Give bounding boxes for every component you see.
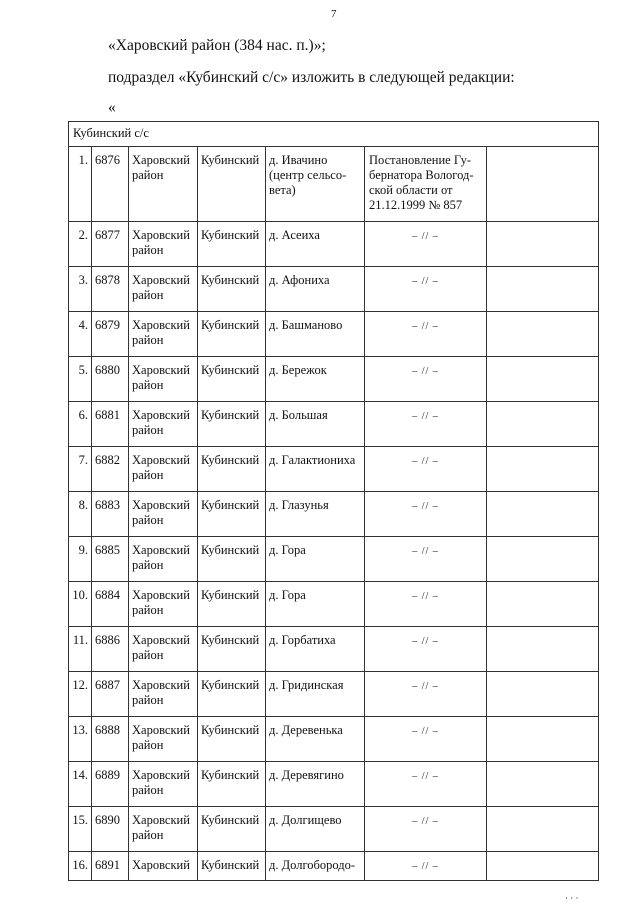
notes-cell [487, 852, 599, 881]
council-name: Кубинский [198, 537, 266, 582]
page-corner-mark: · · · [565, 893, 579, 903]
table-row [69, 582, 599, 627]
legal-basis [365, 762, 487, 807]
section-title: Кубинский с/с [69, 122, 599, 147]
settlement-name: д. Горбатиха [266, 627, 365, 672]
row-number: 12. [69, 672, 92, 717]
district-name: Харовский район [129, 762, 198, 807]
table-row [69, 672, 599, 717]
district-name: Харовский район [129, 402, 198, 447]
row-number: 4. [69, 312, 92, 357]
notes-cell [487, 402, 599, 447]
legal-basis [365, 717, 487, 762]
notes-cell [487, 267, 599, 312]
row-number: 10. [69, 582, 92, 627]
row-number: 8. [69, 492, 92, 537]
legal-basis [365, 402, 487, 447]
settlement-name: д. Башманово [266, 312, 365, 357]
legal-basis [365, 492, 487, 537]
council-name: Кубинский [198, 357, 266, 402]
row-number: 6. [69, 402, 92, 447]
ditto-mark: – // – [412, 231, 439, 242]
table-row [69, 147, 599, 222]
table-row [69, 807, 599, 852]
district-name: Харовский район [129, 582, 198, 627]
settlement-code: 6886 [92, 627, 129, 672]
legal-basis [365, 627, 487, 672]
council-name: Кубинский [198, 762, 266, 807]
ditto-mark: – // – [412, 456, 439, 467]
settlement-code: 6878 [92, 267, 129, 312]
notes-cell [487, 762, 599, 807]
settlement-code: 6890 [92, 807, 129, 852]
settlement-name: д. Долгищево [266, 807, 365, 852]
table-row [69, 627, 599, 672]
district-name: Харовский район [129, 537, 198, 582]
settlement-code: 6881 [92, 402, 129, 447]
row-number: 3. [69, 267, 92, 312]
ditto-mark: – // – [412, 636, 439, 647]
ditto-mark: – // – [412, 411, 439, 422]
district-name: Харовский район [129, 312, 198, 357]
row-number: 9. [69, 537, 92, 582]
legal-basis [365, 537, 487, 582]
settlement-name: д. Глазунья [266, 492, 365, 537]
table-row [69, 357, 599, 402]
settlement-name: д. Галактиониха [266, 447, 365, 492]
notes-cell [487, 672, 599, 717]
district-name: Харовский район [129, 357, 198, 402]
settlement-code: 6879 [92, 312, 129, 357]
council-name: Кубинский [198, 852, 266, 881]
district-name: Харовский район [129, 447, 198, 492]
council-name: Кубинский [198, 627, 266, 672]
table-row [69, 537, 599, 582]
notes-cell [487, 492, 599, 537]
table-row [69, 447, 599, 492]
notes-cell [487, 147, 599, 222]
settlement-code: 6876 [92, 147, 129, 222]
settlement-code: 6884 [92, 582, 129, 627]
district-name: Харовский район [129, 807, 198, 852]
opening-quote: « [108, 99, 116, 116]
ditto-mark: – // – [412, 591, 439, 602]
district-heading-line: «Харовский район (384 нас. п.)»; [108, 37, 326, 54]
council-name: Кубинский [198, 312, 266, 357]
settlements-table [68, 121, 599, 881]
settlement-name: д. Деревенька [266, 717, 365, 762]
ditto-mark: – // – [412, 816, 439, 827]
settlement-name: д. Асеиха [266, 222, 365, 267]
notes-cell [487, 582, 599, 627]
table-row [69, 852, 599, 881]
row-number: 11. [69, 627, 92, 672]
district-name: Харовский район [129, 717, 198, 762]
council-name: Кубинский [198, 147, 266, 222]
page-number: 7 [331, 8, 337, 20]
settlement-code: 6882 [92, 447, 129, 492]
council-name: Кубинский [198, 807, 266, 852]
ditto-mark: – // – [412, 546, 439, 557]
council-name: Кубинский [198, 582, 266, 627]
ditto-mark: – // – [412, 366, 439, 377]
settlement-code: 6889 [92, 762, 129, 807]
settlement-name: д. Гридинская [266, 672, 365, 717]
ditto-mark: – // – [412, 681, 439, 692]
settlement-code: 6888 [92, 717, 129, 762]
settlement-name: д. Деревягино [266, 762, 365, 807]
district-name: Харовский район [129, 267, 198, 312]
notes-cell [487, 357, 599, 402]
council-name: Кубинский [198, 222, 266, 267]
legal-basis [365, 852, 487, 881]
notes-cell [487, 717, 599, 762]
settlement-name: д. Ивачино (центр сельсо-вета) [266, 147, 365, 222]
district-name: Харовский район [129, 492, 198, 537]
settlement-code: 6891 [92, 852, 129, 881]
row-number: 15. [69, 807, 92, 852]
row-number: 16. [69, 852, 92, 881]
ditto-mark: – // – [412, 276, 439, 287]
district-name: Харовский район [129, 672, 198, 717]
notes-cell [487, 807, 599, 852]
section-header-row [69, 122, 599, 147]
settlement-name: д. Афониха [266, 267, 365, 312]
notes-cell [487, 222, 599, 267]
table-row [69, 762, 599, 807]
district-name: Харовский район [129, 627, 198, 672]
settlement-name: д. Гора [266, 582, 365, 627]
legal-basis [365, 267, 487, 312]
notes-cell [487, 447, 599, 492]
legal-basis [365, 357, 487, 402]
table-row [69, 492, 599, 537]
row-number: 2. [69, 222, 92, 267]
council-name: Кубинский [198, 267, 266, 312]
ditto-mark: – // – [412, 861, 439, 872]
settlement-code: 6883 [92, 492, 129, 537]
settlement-code: 6885 [92, 537, 129, 582]
settlement-name: д. Гора [266, 537, 365, 582]
ditto-mark: – // – [412, 501, 439, 512]
table-row [69, 402, 599, 447]
legal-basis [365, 222, 487, 267]
council-name: Кубинский [198, 717, 266, 762]
legal-basis [365, 672, 487, 717]
notes-cell [487, 627, 599, 672]
ditto-mark: – // – [412, 726, 439, 737]
ditto-mark: – // – [412, 321, 439, 332]
row-number: 13. [69, 717, 92, 762]
council-name: Кубинский [198, 672, 266, 717]
council-name: Кубинский [198, 402, 266, 447]
council-name: Кубинский [198, 492, 266, 537]
table-row [69, 267, 599, 312]
row-number: 5. [69, 357, 92, 402]
settlement-name: д. Бережок [266, 357, 365, 402]
table-row [69, 312, 599, 357]
district-name: Харовский [129, 852, 198, 881]
district-name: Харовский район [129, 147, 198, 222]
council-name: Кубинский [198, 447, 266, 492]
row-number: 14. [69, 762, 92, 807]
row-number: 1. [69, 147, 92, 222]
district-name: Харовский район [129, 222, 198, 267]
notes-cell [487, 312, 599, 357]
table-row [69, 717, 599, 762]
row-number: 7. [69, 447, 92, 492]
settlement-code: 6877 [92, 222, 129, 267]
legal-basis [365, 582, 487, 627]
legal-basis: Постановление Гу-бернатора Вологод-ской области от 21.12.1999 № 857 [365, 147, 487, 222]
legal-basis [365, 807, 487, 852]
table-row [69, 222, 599, 267]
settlement-code: 6887 [92, 672, 129, 717]
legal-basis [365, 447, 487, 492]
ditto-mark: – // – [412, 771, 439, 782]
settlement-name: д. Долгобородо- [266, 852, 365, 881]
settlement-name: д. Большая [266, 402, 365, 447]
settlement-code: 6880 [92, 357, 129, 402]
notes-cell [487, 537, 599, 582]
instruction-line: подраздел «Кубинский с/с» изложить в следующей редакции: [108, 69, 515, 86]
legal-basis [365, 312, 487, 357]
